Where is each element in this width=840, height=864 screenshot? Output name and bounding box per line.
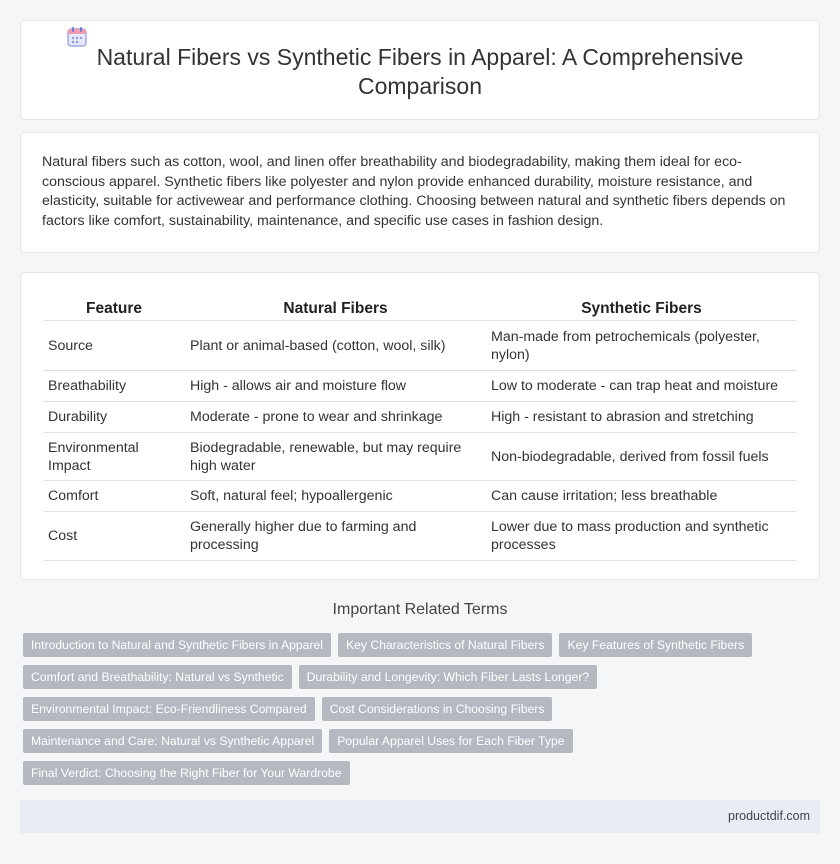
footer xyxy=(20,800,820,833)
related-term-tag[interactable]: Final Verdict: Choosing the Right Fiber for Your Wardrobe xyxy=(23,761,350,785)
related-term-tag[interactable]: Popular Apparel Uses for Each Fiber Type xyxy=(329,729,572,753)
feature-cell: Cost xyxy=(43,512,185,561)
intro-card xyxy=(20,132,820,253)
related-terms-heading: Important Related Terms xyxy=(332,601,508,618)
related-term-tag[interactable]: Environmental Impact: Eco-Friendliness Compared xyxy=(23,697,315,721)
table-row xyxy=(43,481,797,512)
header-card xyxy=(20,20,820,120)
column-header-natural: Natural Fibers xyxy=(185,295,486,321)
table-row xyxy=(43,371,797,402)
comparison-table-card xyxy=(20,272,820,580)
natural-cell: Generally higher due to farming and processing xyxy=(185,512,486,561)
synthetic-cell: Lower due to mass production and synthetic processes xyxy=(486,512,797,561)
synthetic-cell: Non-biodegradable, derived from fossil fuels xyxy=(486,433,797,481)
column-header-synthetic: Synthetic Fibers xyxy=(486,295,797,321)
synthetic-cell: High - resistant to abrasion and stretching xyxy=(486,402,797,433)
related-term-tag[interactable]: Key Features of Synthetic Fibers xyxy=(559,633,752,657)
natural-cell: Plant or animal-based (cotton, wool, silk) xyxy=(185,321,486,371)
related-term-tag[interactable]: Cost Considerations in Choosing Fibers xyxy=(322,697,553,721)
related-term-tag[interactable]: Durability and Longevity: Which Fiber Lasts Longer? xyxy=(299,665,598,689)
feature-cell: Durability xyxy=(43,402,185,433)
table-row xyxy=(43,512,797,561)
related-term-tag[interactable]: Maintenance and Care: Natural vs Synthetic Apparel xyxy=(23,729,322,753)
natural-cell: High - allows air and moisture flow xyxy=(185,371,486,402)
related-term-tag[interactable]: Key Characteristics of Natural Fibers xyxy=(338,633,552,657)
feature-cell: Comfort xyxy=(43,481,185,512)
related-terms-list xyxy=(23,633,823,793)
column-header-feature: Feature xyxy=(43,295,185,321)
feature-cell: Environmental Impact xyxy=(43,433,185,481)
table-row xyxy=(43,433,797,481)
table-row xyxy=(43,321,797,371)
related-term-tag[interactable]: Introduction to Natural and Synthetic Fibers in Apparel xyxy=(23,633,331,657)
natural-cell: Moderate - prone to wear and shrinkage xyxy=(185,402,486,433)
feature-cell: Breathability xyxy=(43,371,185,402)
footer-site-link[interactable]: productdif.com xyxy=(728,809,810,823)
synthetic-cell: Low to moderate - can trap heat and moisture xyxy=(486,371,797,402)
table-row xyxy=(43,402,797,433)
natural-cell: Biodegradable, renewable, but may require high water xyxy=(185,433,486,481)
related-term-tag[interactable]: Comfort and Breathability: Natural vs Synthetic xyxy=(23,665,292,689)
natural-cell: Soft, natural feel; hypoallergenic xyxy=(185,481,486,512)
synthetic-cell: Can cause irritation; less breathable xyxy=(486,481,797,512)
intro-paragraph: Natural fibers such as cotton, wool, and linen offer breathability and biodegradability, making them ideal for eco-conscious apparel. Synthetic fibers like polyester and nylon provide enhanced durability, moisture resistance, and elasticity, suitable for activewear and performance clothing. Choosing between natural and synthetic fibers depends on factors like comfort, sustainability, maintenance, and specific use cases in fashion design. xyxy=(42,154,786,229)
synthetic-cell: Man-made from petrochemicals (polyester, nylon) xyxy=(486,321,797,371)
comparison-table xyxy=(43,295,797,561)
feature-cell: Source xyxy=(43,321,185,371)
table-header-row xyxy=(43,295,797,321)
page-title: Natural Fibers vs Synthetic Fibers in Apparel: A Comprehensive Comparison xyxy=(96,44,744,99)
